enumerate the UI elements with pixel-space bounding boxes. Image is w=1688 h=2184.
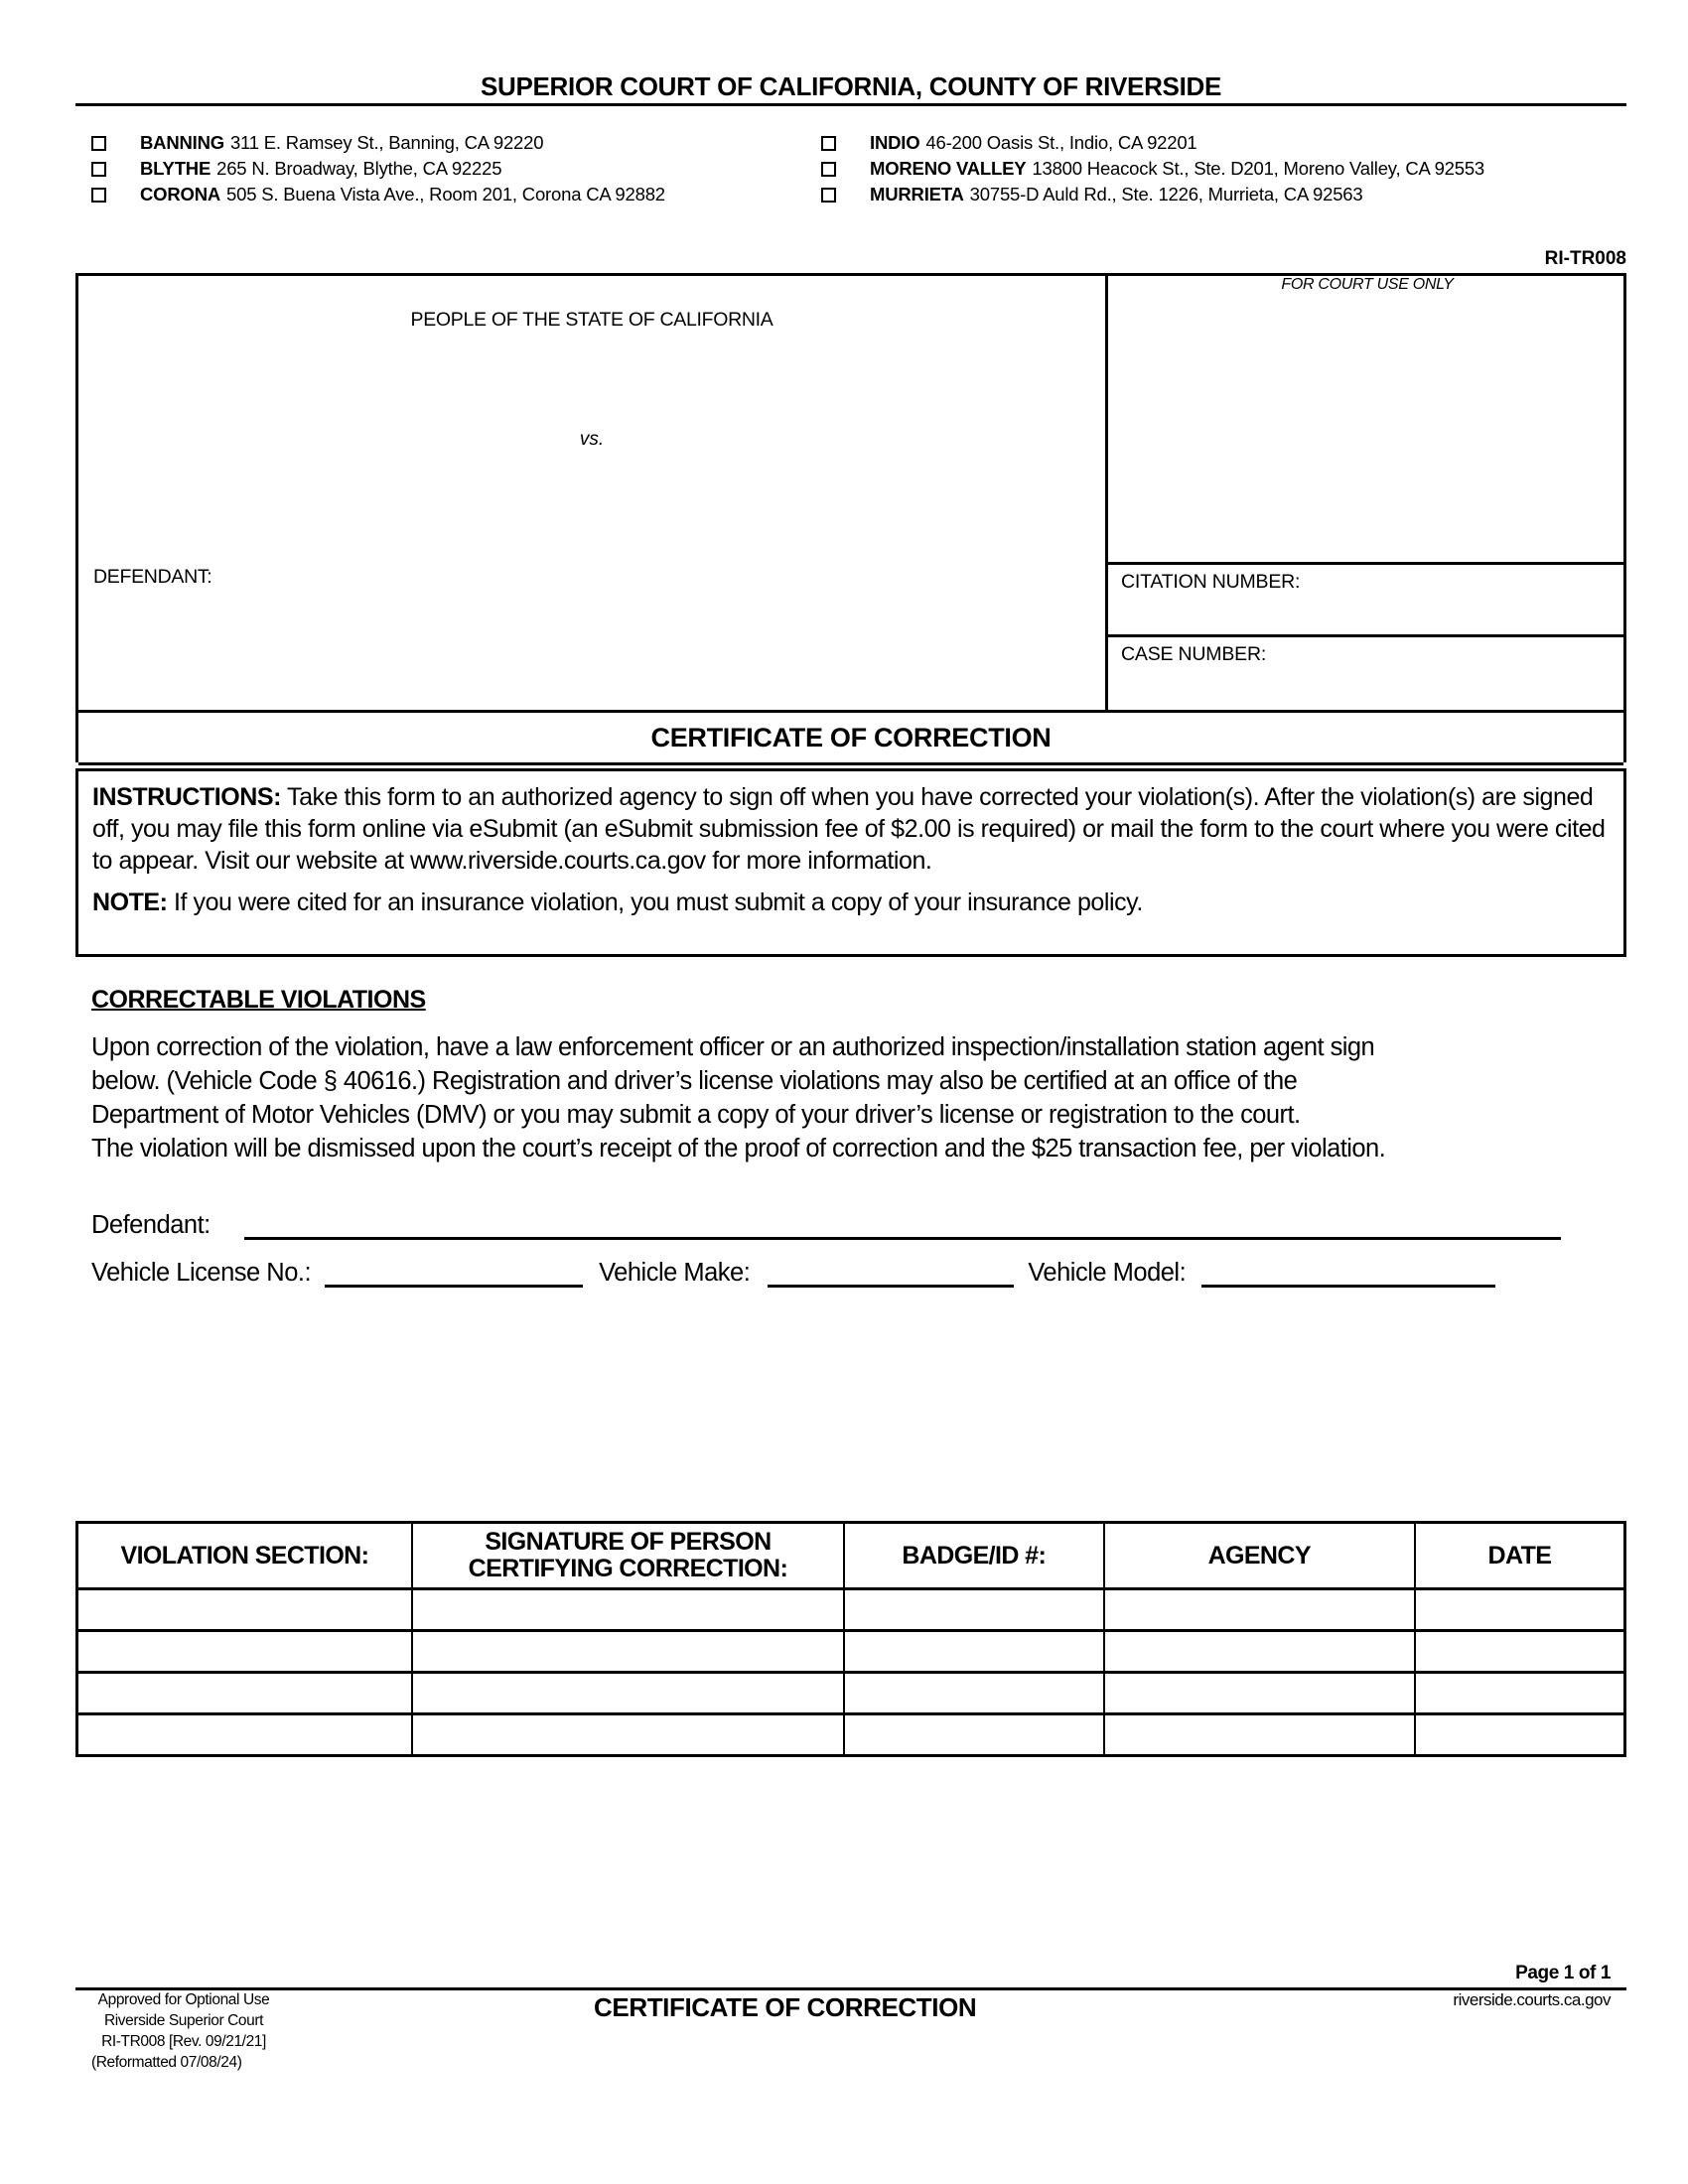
defendant-label: DEFENDANT: <box>93 566 212 588</box>
badge-id-cell[interactable] <box>844 1631 1104 1673</box>
location-option-murrieta[interactable] <box>821 182 1484 207</box>
signature-cell[interactable] <box>412 1631 844 1673</box>
header-signature-line2: CERTIFYING CORRECTION: <box>468 1555 788 1582</box>
versus-label: vs. <box>579 429 605 450</box>
location-option-corona[interactable] <box>91 182 665 207</box>
badge-id-cell[interactable] <box>844 1673 1104 1714</box>
violations-table <box>75 1521 1626 1757</box>
form-code: RI-TR008 <box>1544 248 1626 269</box>
violation-section-cell[interactable] <box>77 1714 412 1756</box>
location-option-banning[interactable] <box>91 130 665 156</box>
header-divider <box>75 103 1626 106</box>
footer-approval-line: Riverside Superior Court <box>103 2012 264 2029</box>
table-row <box>77 1631 1625 1673</box>
location-column-right <box>821 130 1484 207</box>
vehicle-model-label: Vehicle Model: <box>1028 1259 1187 1287</box>
date-cell[interactable] <box>1415 1714 1625 1756</box>
signature-cell[interactable] <box>412 1589 844 1631</box>
header-signature <box>412 1523 844 1589</box>
violation-section-cell[interactable] <box>77 1631 412 1673</box>
correctable-violations-text <box>91 1030 1640 1165</box>
location-address: 311 E. Ramsey St., Banning, CA 92220 <box>229 132 544 153</box>
vehicle-make-input[interactable] <box>768 1260 1014 1288</box>
checkbox-corona[interactable] <box>91 188 106 203</box>
footer-website: riverside.courts.ca.gov <box>1453 1990 1611 2009</box>
checkbox-moreno-valley[interactable] <box>821 162 836 177</box>
checkbox-blythe[interactable] <box>91 162 106 177</box>
court-use-only-area <box>1108 276 1626 562</box>
defendant-input[interactable] <box>244 1212 1561 1240</box>
checkbox-indio[interactable] <box>821 136 836 151</box>
location-option-indio[interactable] <box>821 130 1484 156</box>
date-cell[interactable] <box>1415 1631 1625 1673</box>
vehicle-model-input[interactable] <box>1201 1260 1495 1288</box>
badge-id-cell[interactable] <box>844 1714 1104 1756</box>
body-line: Department of Motor Vehicles (DMV) or you may submit a copy of your driver’s license or registration to the court. <box>91 1101 1301 1129</box>
court-title: SUPERIOR COURT OF CALIFORNIA, COUNTY OF RIVERSIDE <box>480 71 1222 101</box>
location-name: MORENO VALLEY <box>870 158 1027 179</box>
violation-section-cell[interactable] <box>77 1673 412 1714</box>
location-name: BLYTHE <box>140 158 211 179</box>
location-address: 46-200 Oasis St., Indio, CA 92201 <box>925 132 1197 153</box>
location-address: 265 N. Broadway, Blythe, CA 92225 <box>216 158 502 179</box>
body-line: The violation will be dismissed upon the court’s receipt of the proof of correction and the $25 transaction fee, per violation. <box>91 1135 1386 1162</box>
violation-section-cell[interactable] <box>77 1589 412 1631</box>
page-number: Page 1 of 1 <box>1515 1963 1611 1983</box>
location-address: 505 S. Buena Vista Ave., Room 201, Corona CA 92882 <box>226 184 665 205</box>
footer-approval-line: (Reformatted 07/08/24) <box>91 2054 242 2071</box>
case-number-field[interactable] <box>1108 634 1626 710</box>
citation-number-label: CITATION NUMBER: <box>1121 571 1301 593</box>
checkbox-murrieta[interactable] <box>821 188 836 203</box>
agency-cell[interactable] <box>1104 1631 1415 1673</box>
vehicle-license-input[interactable] <box>325 1260 583 1288</box>
note-paragraph <box>92 887 1610 918</box>
court-location-options <box>91 130 1640 209</box>
signature-cell[interactable] <box>412 1714 844 1756</box>
vehicle-make-label: Vehicle Make: <box>599 1259 751 1287</box>
court-use-column <box>1105 276 1626 710</box>
note-text: If you were cited for an insurance violation, you must submit a copy of your insurance policy. <box>167 888 1143 916</box>
court-use-only-label: FOR COURT USE ONLY <box>1281 276 1454 293</box>
header-badge-id: BADGE/ID #: <box>844 1523 1104 1589</box>
parties-section[interactable] <box>78 276 1105 710</box>
location-option-blythe[interactable] <box>91 156 665 182</box>
location-name: INDIO <box>870 132 920 153</box>
location-name: MURRIETA <box>870 184 964 205</box>
location-address: 30755-D Auld Rd., Ste. 1226, Murrieta, CA 92563 <box>969 184 1363 205</box>
table-row <box>77 1673 1625 1714</box>
footer-title: CERTIFICATE OF CORRECTION <box>594 1992 977 2022</box>
table-header-row <box>77 1523 1625 1589</box>
signature-cell[interactable] <box>412 1673 844 1714</box>
footer-divider <box>75 1987 1626 1990</box>
note-label: NOTE: <box>92 888 168 916</box>
body-line: Upon correction of the violation, have a law enforcement officer or an authorized inspection/installation station agent sign <box>91 1033 1375 1061</box>
vehicle-row <box>91 1259 1495 1288</box>
defendant-field-label: Defendant: <box>91 1211 211 1239</box>
table-row <box>77 1714 1625 1756</box>
checkbox-banning[interactable] <box>91 136 106 151</box>
location-column-left <box>91 130 665 207</box>
case-number-label: CASE NUMBER: <box>1121 643 1267 665</box>
table-row <box>77 1589 1625 1631</box>
document-title: CERTIFICATE OF CORRECTION <box>78 710 1623 765</box>
header-signature-line1: SIGNATURE OF PERSON <box>485 1528 772 1556</box>
location-address: 13800 Heacock St., Ste. D201, Moreno Valley, CA 92553 <box>1032 158 1485 179</box>
correctable-violations-heading: CORRECTABLE VIOLATIONS <box>91 986 426 1014</box>
header-agency: AGENCY <box>1104 1523 1415 1589</box>
vehicle-license-label: Vehicle License No.: <box>91 1259 312 1287</box>
header-violation-section: VIOLATION SECTION: <box>77 1523 412 1589</box>
footer-approval-line: Approved for Optional Use <box>97 1991 270 2008</box>
instructions-text: Take this form to an authorized agency to sign off when you have corrected your violation(s). After the violation(s) are signed off, you may file this form online via eSubmit (an eSubmit submission fee of $2.00 is required) or mail the form to the court where you were cited to appear. Visit our website at www.riverside.courts.ca.gov for more information. <box>92 783 1606 875</box>
instructions-label: INSTRUCTIONS: <box>92 783 281 811</box>
agency-cell[interactable] <box>1104 1673 1415 1714</box>
agency-cell[interactable] <box>1104 1714 1415 1756</box>
location-option-moreno-valley[interactable] <box>821 156 1484 182</box>
defendant-row <box>91 1211 1561 1240</box>
footer-approval-info <box>79 1989 288 2073</box>
footer-approval-line: RI-TR008 [Rev. 09/21/21] <box>101 2033 266 2050</box>
location-name: BANNING <box>140 132 224 153</box>
case-caption <box>75 273 1626 762</box>
badge-id-cell[interactable] <box>844 1589 1104 1631</box>
citation-number-field[interactable] <box>1108 562 1626 634</box>
header-date: DATE <box>1415 1523 1625 1589</box>
instructions-paragraph <box>92 781 1610 877</box>
location-name: CORONA <box>140 184 221 205</box>
plaintiff-name: PEOPLE OF THE STATE OF CALIFORNIA <box>410 309 774 331</box>
date-cell[interactable] <box>1415 1589 1625 1631</box>
date-cell[interactable] <box>1415 1673 1625 1714</box>
body-line: below. (Vehicle Code § 40616.) Registration and driver’s license violations may also be certified at an office of the <box>91 1067 1298 1095</box>
instructions-box <box>75 768 1626 957</box>
agency-cell[interactable] <box>1104 1589 1415 1631</box>
